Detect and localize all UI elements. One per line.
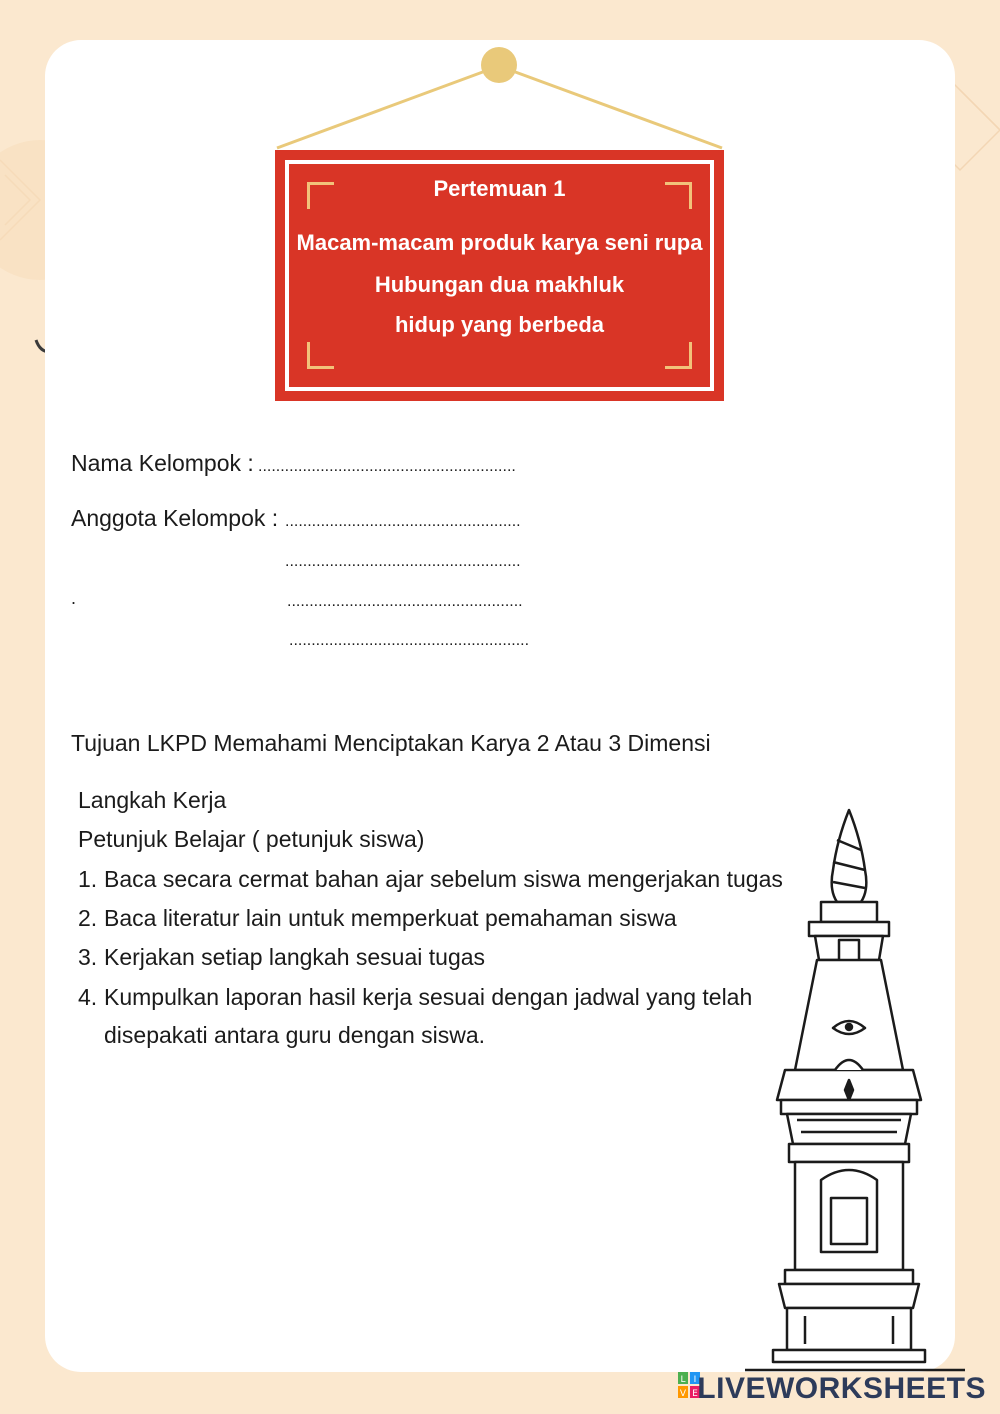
topic-line: Macam-macam produk karya seni rupa (296, 230, 703, 255)
list-item-continuation: disepakati antara guru dengan siswa. (104, 1022, 486, 1048)
member-field[interactable]: ..................................................... (285, 553, 521, 570)
list-number: 2. (78, 905, 98, 931)
list-text: Baca secara cermat bahan ajar sebelum siswa mengerjakan tugas (104, 866, 783, 892)
meeting-number: Pertemuan 1 (433, 176, 566, 201)
logo-letter: E (692, 1389, 698, 1398)
work-steps-heading: Langkah Kerja (78, 787, 227, 813)
list-item (78, 984, 752, 1011)
logo-letter: L (680, 1375, 686, 1385)
group-name-label: Nama Kelompok : (71, 450, 254, 476)
list-number: 3. (78, 944, 98, 970)
members-label: Anggota Kelompok : (71, 505, 279, 531)
list-text: Baca literatur lain untuk memperkuat pemahaman siswa (104, 905, 677, 931)
title-sign (275, 150, 724, 401)
list-item (78, 866, 783, 893)
group-name-field[interactable]: .......................................................... (258, 458, 516, 475)
list-item (78, 905, 677, 932)
corner-ornament (307, 342, 334, 369)
topic-line: Hubungan dua makhluk (374, 272, 625, 297)
objective-text: Tujuan LKPD Memahami Menciptakan Karya 2 Atau 3 Dimensi (71, 730, 711, 756)
list-number: 1. (78, 866, 98, 892)
stray-dot: . (71, 588, 77, 608)
list-text: Kumpulkan laporan hasil kerja sesuai dengan jadwal yang telah (104, 984, 753, 1010)
topic-line: hidup yang berbeda (394, 312, 605, 337)
list-item (78, 944, 485, 971)
work-steps-subheading: Petunjuk Belajar ( petunjuk siswa) (78, 826, 425, 852)
liveworksheets-brand[interactable]: LIVEWORKSHEETS (697, 1372, 986, 1405)
member-field[interactable]: ..................................................... (285, 513, 521, 530)
member-field[interactable]: ...................................................... (289, 632, 530, 649)
corner-ornament (665, 342, 692, 369)
member-field[interactable]: ..................................................... (287, 593, 523, 610)
list-text: Kerjakan setiap langkah sesuai tugas (104, 944, 486, 970)
logo-letter: I (693, 1375, 697, 1385)
tugu-monument-illustration (745, 800, 965, 1375)
list-number: 4. (78, 984, 98, 1010)
logo-letter: V (679, 1389, 687, 1398)
